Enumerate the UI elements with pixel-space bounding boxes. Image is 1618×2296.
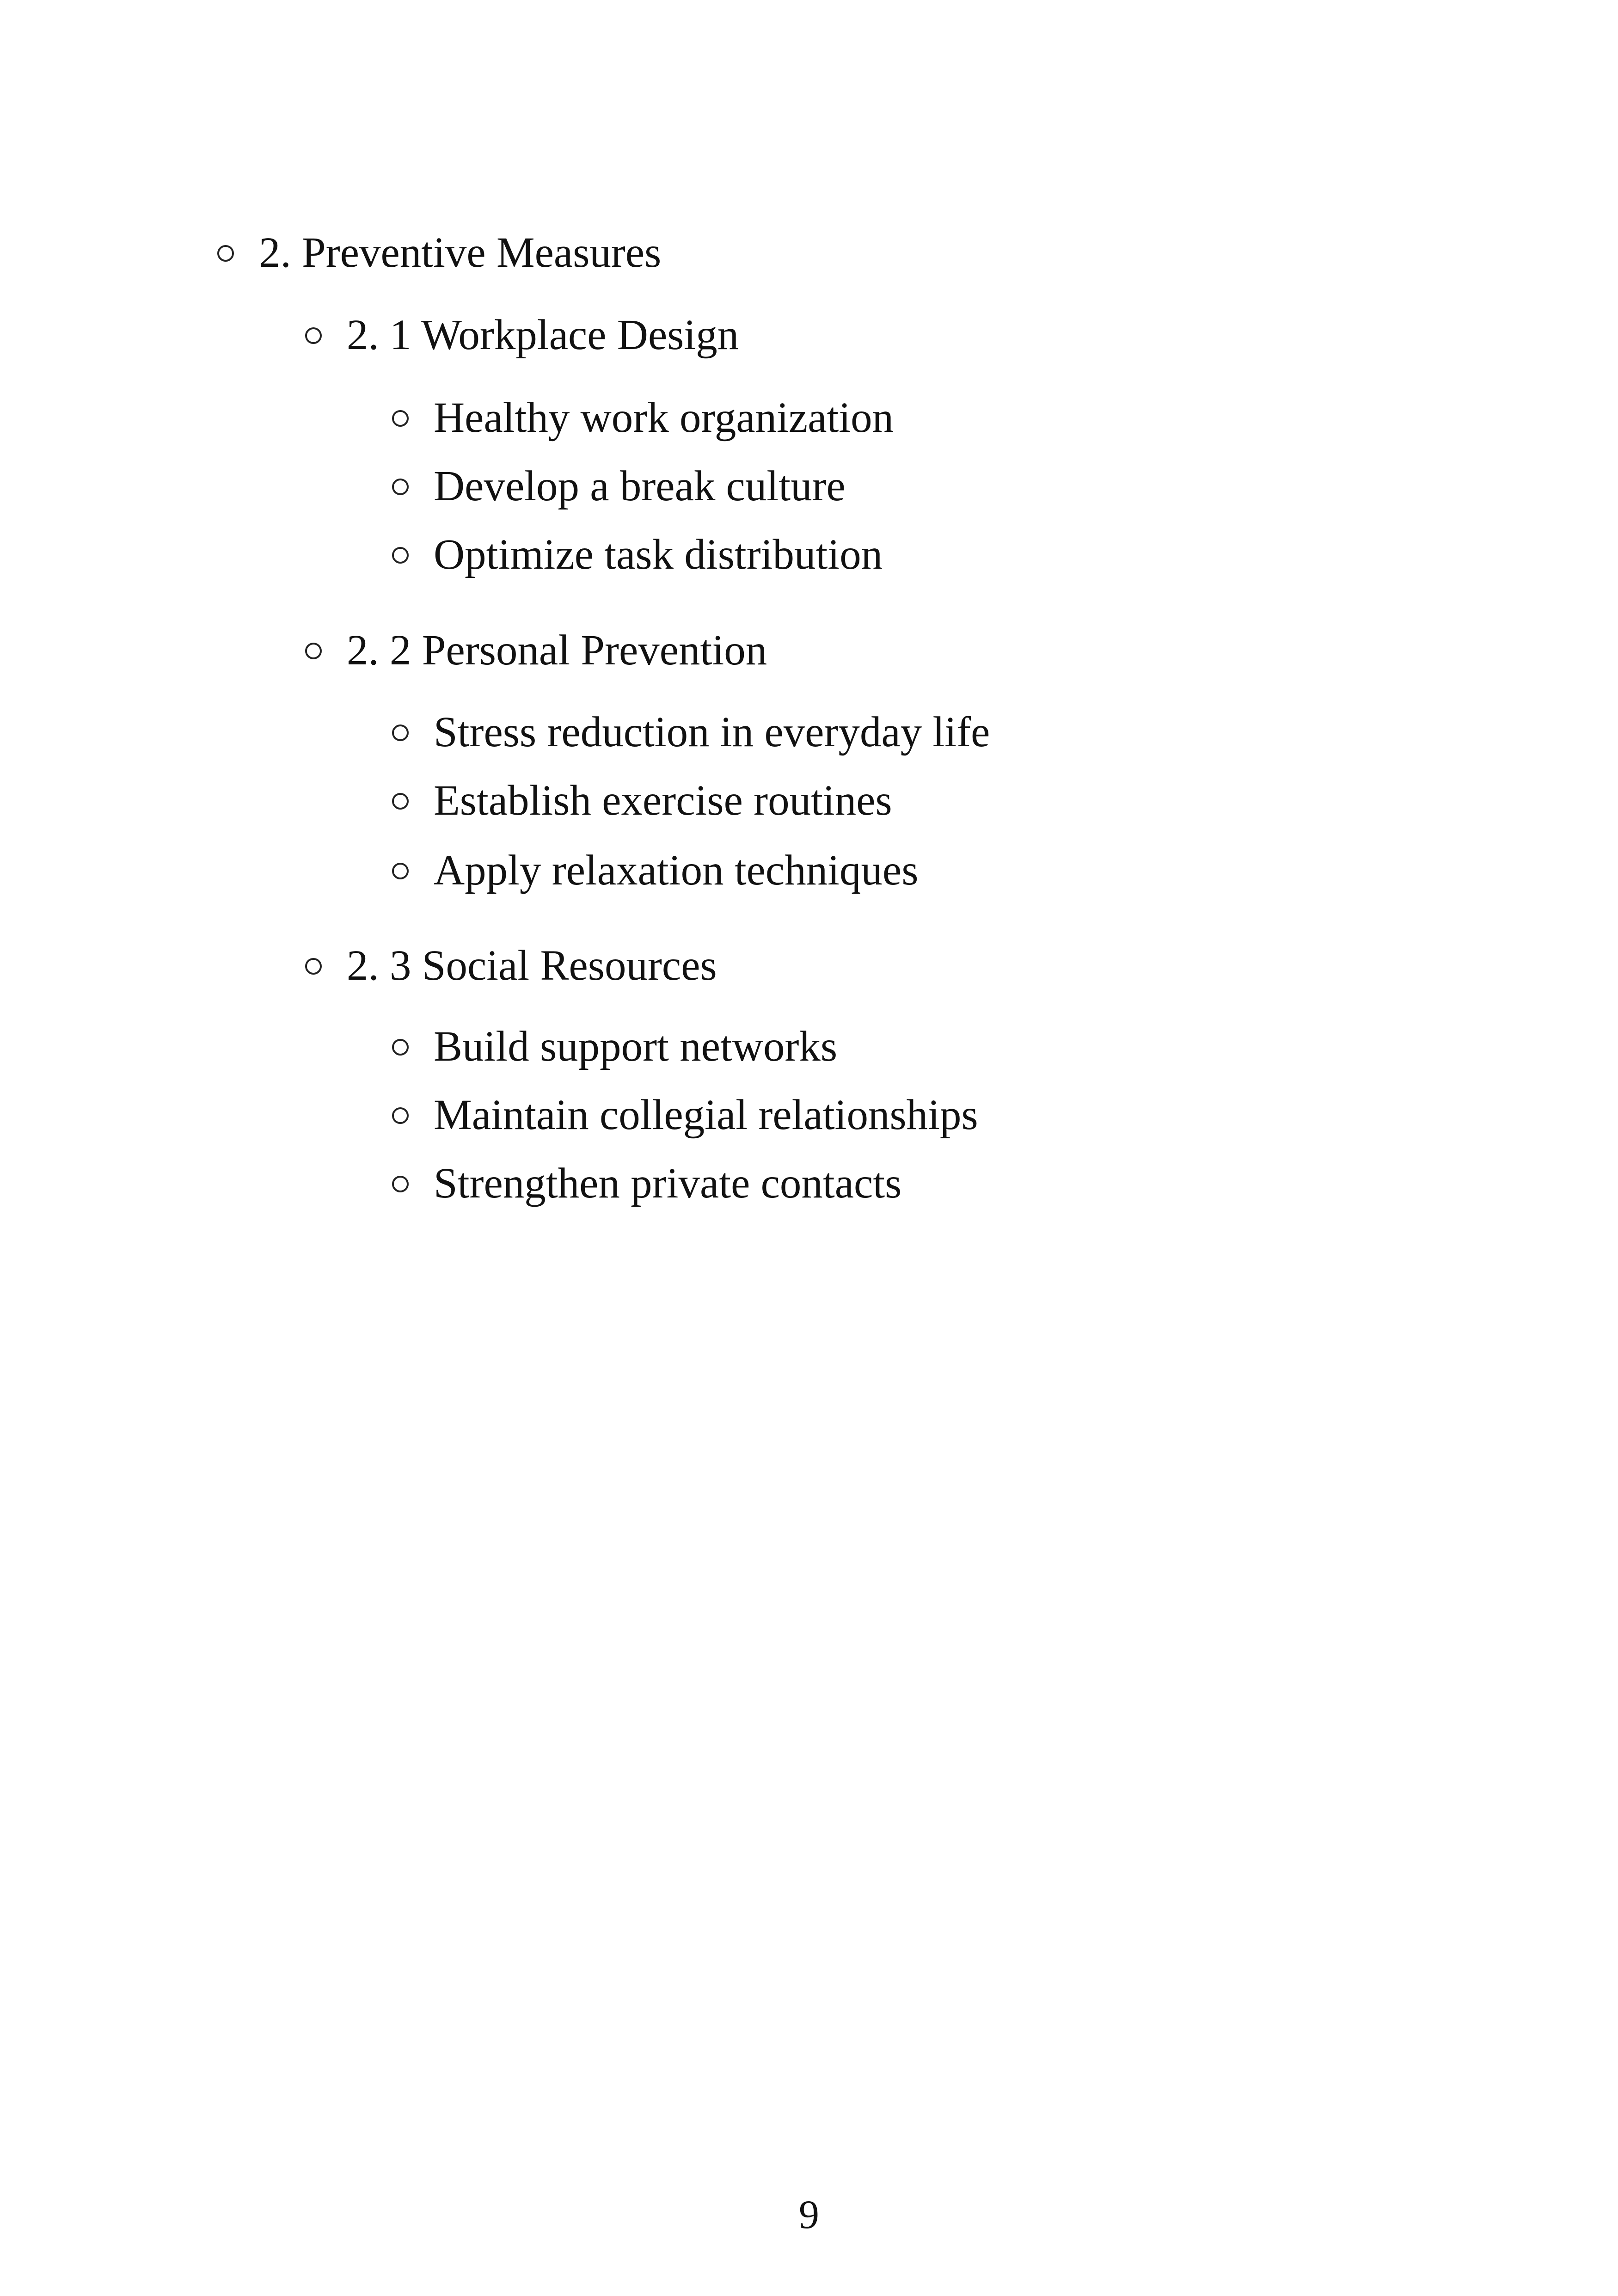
list-item-text: Apply relaxation techniques [434,847,919,894]
list-item-text: Maintain collegial relationships [434,1091,978,1139]
list-item [392,1023,838,1070]
circle-bullet-icon [392,479,409,495]
circle-bullet-icon [392,793,409,810]
section-heading-text: 2. 3 Social Resources [347,942,717,989]
list-item [392,1160,902,1207]
page-number: 9 [799,2192,819,2237]
circle-bullet-icon [217,245,234,262]
list-item [392,462,846,510]
circle-bullet-icon [392,1176,409,1192]
section-heading-text: 2. 1 Workplace Design [347,311,739,359]
circle-bullet-icon [392,547,409,564]
circle-bullet-icon [392,863,409,879]
list-item-text: Develop a break culture [434,462,846,510]
circle-bullet-icon [305,958,322,975]
list-item-text: Healthy work organization [434,394,894,442]
list-item [392,777,892,824]
section-heading [305,311,739,359]
list-item-text: Establish exercise routines [434,777,892,824]
list-item-text: Build support networks [434,1023,838,1070]
list-item-text: Optimize task distribution [434,531,883,578]
outline-heading [217,229,662,276]
circle-bullet-icon [392,1039,409,1056]
circle-bullet-icon [392,724,409,741]
section-heading [305,942,717,989]
list-item-text: Stress reduction in everyday life [434,708,990,756]
circle-bullet-icon [305,327,322,344]
list-item [392,847,919,894]
list-item [392,531,883,578]
outline-heading-text: 2. Preventive Measures [259,229,662,276]
circle-bullet-icon [305,643,322,659]
list-item [392,1091,978,1139]
section-heading [305,626,767,674]
section-heading-text: 2. 2 Personal Prevention [347,626,767,674]
list-item-text: Strengthen private contacts [434,1160,902,1207]
circle-bullet-icon [392,1107,409,1124]
list-item [392,708,990,756]
circle-bullet-icon [392,410,409,427]
list-item [392,394,894,442]
